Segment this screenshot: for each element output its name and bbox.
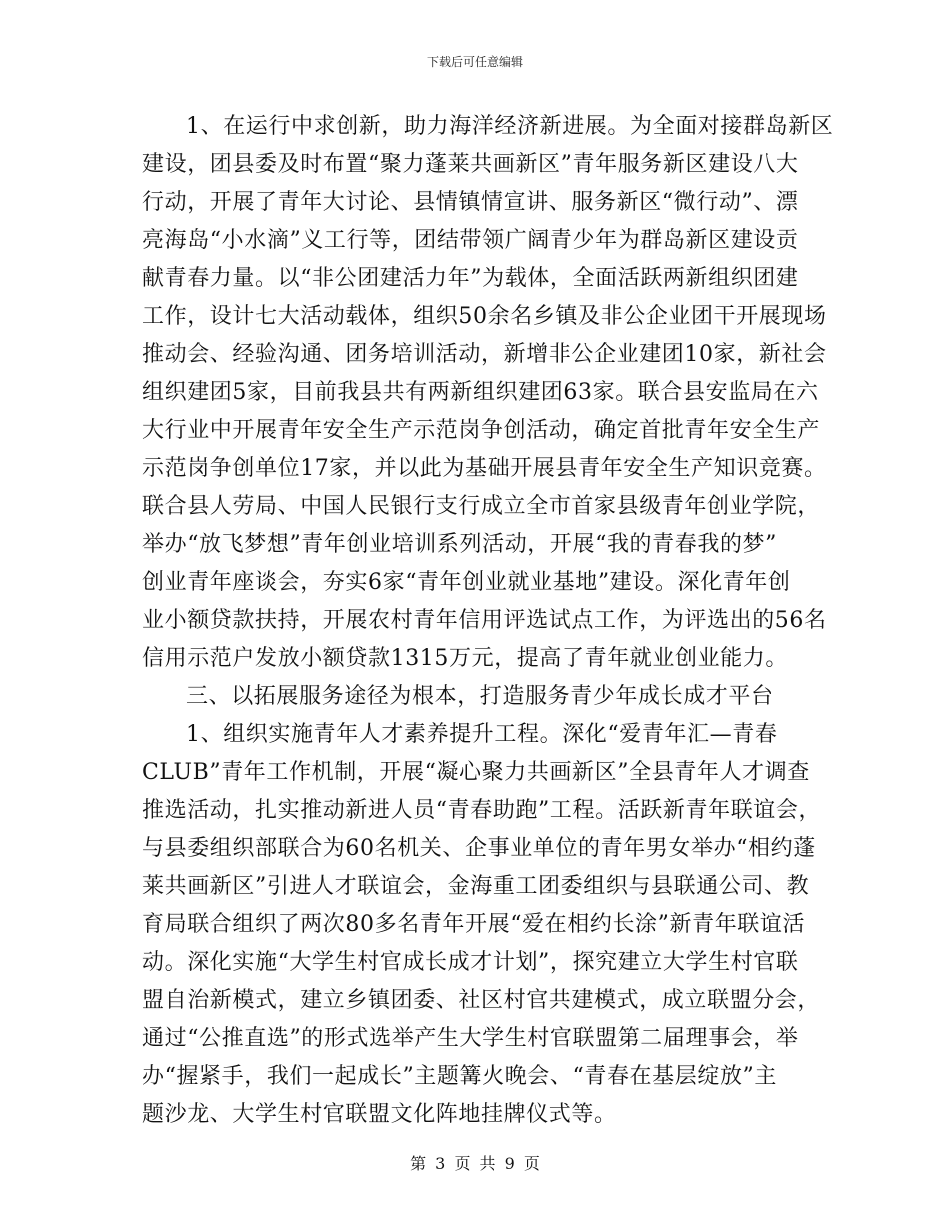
paragraph-line: 创业青年座谈会，夯实6家“青年创业就业基地”建设。深化青年创 (142, 570, 791, 595)
paragraph-line: 推选活动，扎实推动新进人员“青春助跑”工程。活跃新青年联谊会， (142, 798, 822, 823)
page-number-footer: 第 3 页 共 9 页 (410, 1154, 540, 1173)
paragraph-line: 与县委组织部联合为60名机关、企事业单位的青年男女举办“相约蓬 (142, 836, 816, 861)
paragraph-line: 业小额贷款扶持，开展农村青年信用评选试点工作，为评选出的56名 (142, 608, 827, 633)
page-header: 下载后可任意编辑 (426, 55, 523, 69)
paragraph-line: 组织建团5家，目前我县共有两新组织建团63家。联合县安监局在六 (142, 380, 819, 405)
paragraph-line: 举办“放飞梦想”青年创业培训系列活动，开展“我的青春我的梦” (142, 532, 777, 557)
paragraph-line: 通过“公推直选”的形式选举产生大学生村官联盟第二届理事会，举 (142, 1026, 799, 1051)
paragraph-line: CLUB”青年工作机制，开展“凝心聚力共画新区”全县青年人才调查 (142, 760, 810, 785)
paragraph-line: 题沙龙、大学生村官联盟文化阵地挂牌仪式等。 (142, 1102, 617, 1127)
section-heading: 三、以拓展服务途径为根本，打造服务青少年成长成才平台 (186, 684, 774, 709)
paragraph-line: 行动，开展了青年大讨论、县情镇情宣讲、服务新区“微行动”、漂 (142, 190, 799, 215)
paragraph-line: 1、在运行中求创新，助力海洋经济新进展。为全面对接群岛新区 (186, 114, 834, 139)
paragraph-line: 工作，设计七大活动载体，组织50余名乡镇及非公企业团干开展现场 (142, 304, 827, 329)
paragraph-line: 献青春力量。以“非公团建活力年”为载体，全面活跃两新组织团建 (142, 266, 799, 291)
paragraph-line: 动。深化实施“大学生村官成长成才计划”，探究建立大学生村官联 (142, 950, 799, 975)
paragraph-line: 联合县人劳局、中国人民银行支行成立全市首家县级青年创业学院， (142, 494, 821, 519)
paragraph-line: 推动会、经验沟通、团务培训活动，新增非公企业建团10家，新社会 (142, 342, 827, 367)
paragraph-line: 大行业中开展青年安全生产示范岗争创活动，确定首批青年安全生产 (142, 418, 821, 443)
paragraph-line: 建设，团县委及时布置“聚力蓬莱共画新区”青年服务新区建设八大 (142, 152, 799, 177)
paragraph-line: 1、组织实施青年人才素养提升工程。深化“爱青年汇—青春 (186, 722, 778, 747)
paragraph-line: 育局联合组织了两次80多名青年开展“爱在相约长涂”新青年联谊活 (142, 912, 806, 937)
paragraph-line: 亮海岛“小水滴”义工行等，团结带领广阔青少年为群岛新区建设贡 (142, 228, 799, 253)
paragraph-line: 示范岗争创单位17家，并以此为基础开展县青年安全生产知识竞赛。 (142, 456, 827, 481)
paragraph-line: 盟自治新模式，建立乡镇团委、社区村官共建模式，成立联盟分会， (142, 988, 821, 1013)
document-body (142, 108, 834, 1134)
paragraph-line: 信用示范户发放小额贷款1315万元，提高了青年就业创业能力。 (142, 646, 788, 671)
paragraph-line: 莱共画新区”引进人才联谊会，金海重工团委组织与县联通公司、教 (142, 874, 810, 899)
paragraph-line: 办“握紧手，我们一起成长”主题篝火晚会、“青春在基层绽放”主 (142, 1064, 777, 1089)
